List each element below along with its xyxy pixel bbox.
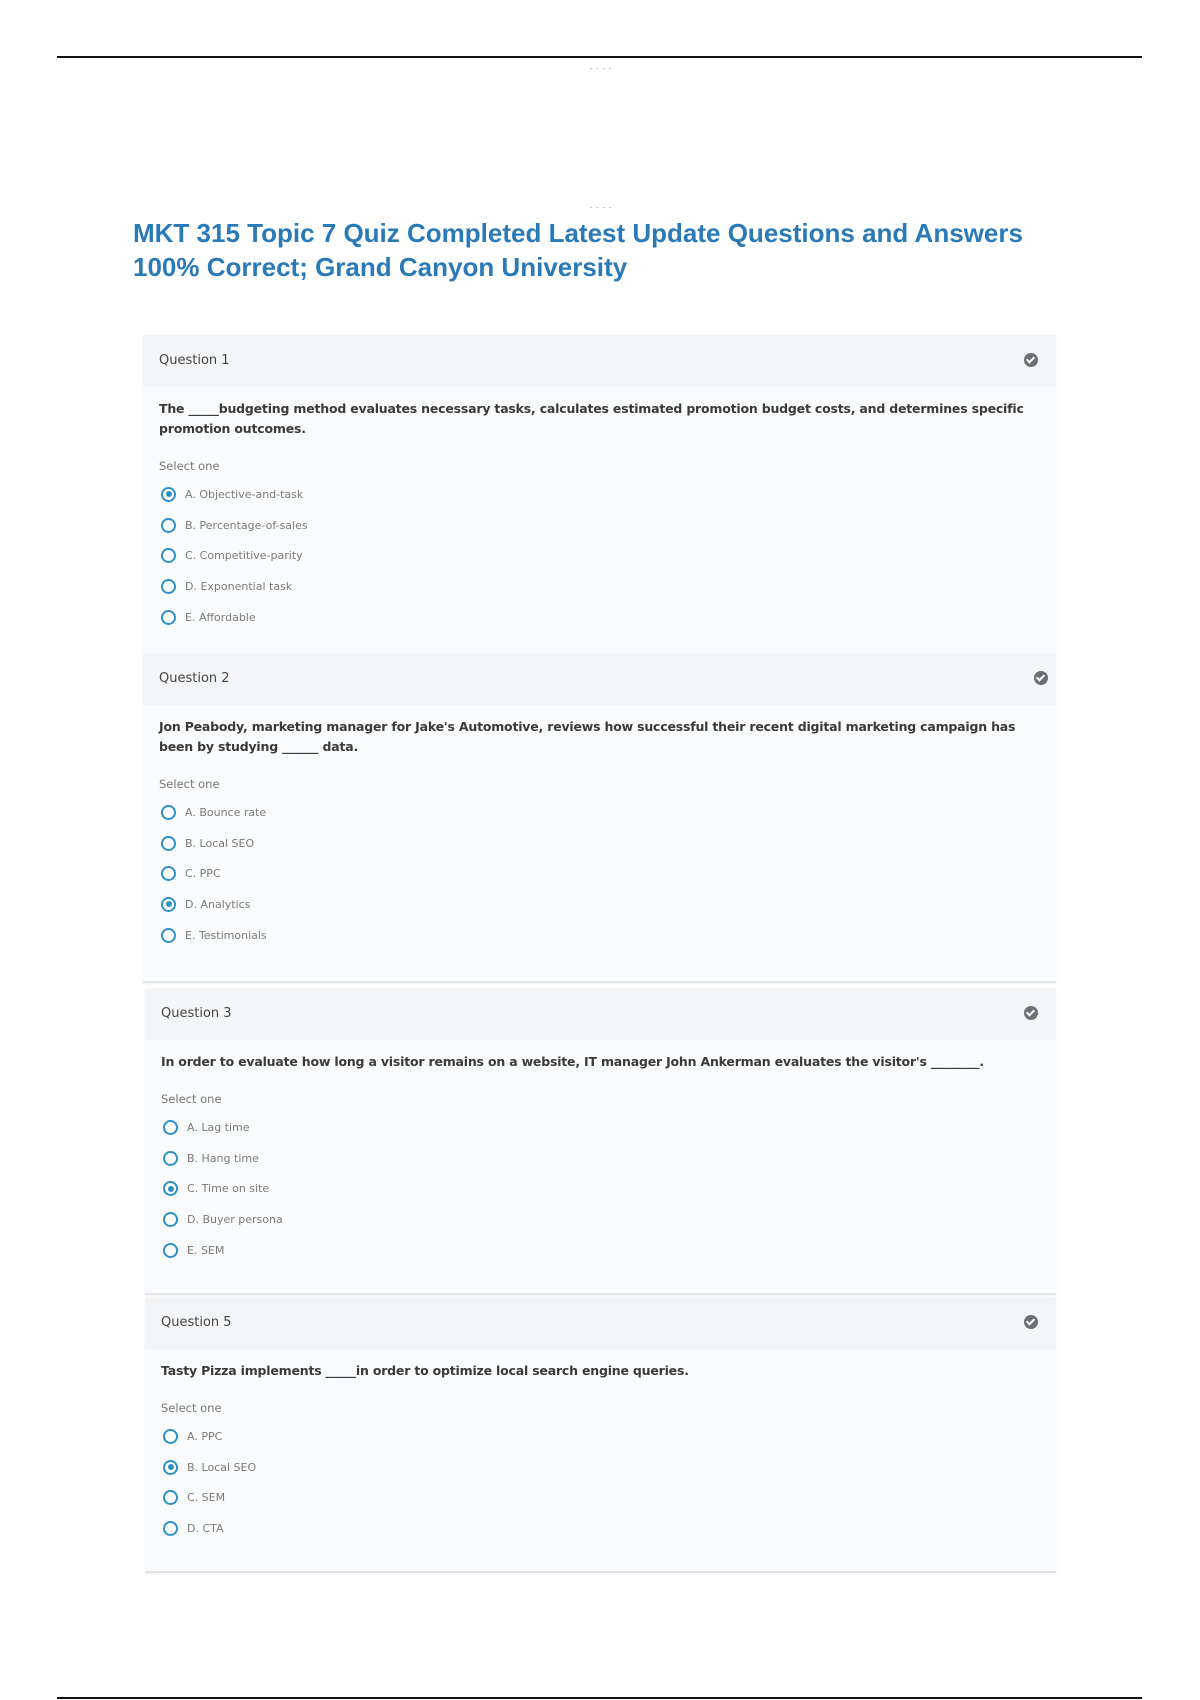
answer-option-label: D. Buyer persona	[187, 1212, 283, 1226]
question-text: Tasty Pizza implements _____in order to optimize local search engine queries.	[161, 1363, 689, 1378]
radio-icon[interactable]	[161, 928, 176, 943]
question-header	[145, 988, 1056, 1040]
answer-option-d[interactable]	[143, 571, 1056, 602]
answer-option-a[interactable]	[145, 1112, 1056, 1143]
question-header	[143, 653, 1056, 705]
check-circle-icon	[1024, 1315, 1038, 1329]
answer-option-b[interactable]	[143, 510, 1056, 541]
answer-option-a[interactable]	[143, 797, 1056, 828]
radio-icon[interactable]	[161, 866, 176, 881]
radio-selected-icon[interactable]	[161, 897, 176, 912]
answer-option-label: B. Local SEO	[187, 1460, 257, 1474]
answer-option-label: E. SEM	[187, 1243, 225, 1257]
select-one-label: Select one	[159, 777, 220, 791]
check-circle-icon	[1034, 671, 1048, 685]
radio-icon[interactable]	[161, 610, 176, 625]
answer-option-d[interactable]	[145, 1204, 1056, 1235]
answer-option-a[interactable]	[145, 1421, 1056, 1452]
answer-option-label: E. Testimonials	[185, 928, 267, 942]
answer-option-label: D. Analytics	[185, 897, 251, 911]
radio-icon[interactable]	[163, 1212, 178, 1227]
header-mark: - - - -	[590, 66, 613, 73]
question-card-2	[143, 653, 1056, 983]
question-text: Jon Peabody, marketing manager for Jake's Automotive, reviews how successful their recent digital marketing campaign has been by studying ______ data.	[159, 719, 1016, 754]
answer-option-label: D. CTA	[187, 1521, 224, 1535]
answer-option-label: B. Hang time	[187, 1151, 259, 1165]
answer-option-c[interactable]	[145, 1482, 1056, 1513]
question-number: Question 3	[161, 1006, 232, 1021]
radio-icon[interactable]	[161, 518, 176, 533]
question-number: Question 1	[159, 353, 230, 368]
answer-option-d[interactable]	[145, 1513, 1056, 1544]
radio-icon[interactable]	[163, 1151, 178, 1166]
answer-option-c[interactable]	[143, 858, 1056, 889]
question-number: Question 5	[161, 1315, 232, 1330]
radio-selected-icon[interactable]	[163, 1460, 178, 1475]
select-one-label: Select one	[161, 1401, 222, 1415]
check-circle-icon	[1024, 353, 1038, 367]
answer-option-c[interactable]	[145, 1173, 1056, 1204]
answer-option-label: E. Affordable	[185, 610, 256, 624]
answer-option-label: A. PPC	[187, 1429, 223, 1443]
title-mark: - - - -	[590, 205, 613, 212]
answer-option-a[interactable]	[143, 479, 1056, 510]
question-header	[143, 335, 1056, 387]
radio-icon[interactable]	[163, 1120, 178, 1135]
answer-option-label: D. Exponential task	[185, 579, 293, 593]
answer-option-c[interactable]	[143, 540, 1056, 571]
radio-selected-icon[interactable]	[163, 1181, 178, 1196]
answer-option-d[interactable]	[143, 889, 1056, 920]
radio-icon[interactable]	[163, 1490, 178, 1505]
top-rule	[57, 56, 1142, 58]
radio-icon[interactable]	[163, 1429, 178, 1444]
answer-option-label: A. Bounce rate	[185, 805, 267, 819]
answer-option-label: A. Lag time	[187, 1120, 250, 1134]
question-text: In order to evaluate how long a visitor remains on a website, IT manager John Ankerman evaluates the visitor's ________.	[161, 1054, 984, 1069]
answer-option-label: C. Competitive-parity	[185, 549, 303, 563]
answer-option-e[interactable]	[143, 920, 1056, 951]
question-number: Question 2	[159, 671, 230, 686]
radio-icon[interactable]	[163, 1243, 178, 1258]
answer-option-b[interactable]	[145, 1143, 1056, 1174]
radio-icon[interactable]	[163, 1521, 178, 1536]
answer-option-label: B. Percentage-of-sales	[185, 518, 308, 532]
answer-option-b[interactable]	[145, 1452, 1056, 1483]
question-card-3	[145, 988, 1056, 1295]
answer-option-label: C. SEM	[187, 1491, 226, 1505]
radio-icon[interactable]	[161, 805, 176, 820]
question-header	[145, 1297, 1056, 1349]
answer-option-label: C. PPC	[185, 867, 221, 881]
radio-icon[interactable]	[161, 579, 176, 594]
radio-icon[interactable]	[161, 548, 176, 563]
select-one-label: Select one	[159, 459, 220, 473]
question-card-1	[143, 335, 1056, 653]
answer-option-e[interactable]	[145, 1235, 1056, 1266]
question-text: The _____budgeting method evaluates necessary tasks, calculates estimated promotion budget costs, and determines specific promotion outcomes.	[159, 401, 1024, 436]
answer-option-b[interactable]	[143, 828, 1056, 859]
radio-icon[interactable]	[161, 836, 176, 851]
question-card-5	[145, 1297, 1056, 1573]
bottom-rule	[57, 1697, 1142, 1699]
document-title: MKT 315 Topic 7 Quiz Completed Latest Update Questions and Answers 100% Correct; Grand Canyon University	[133, 218, 1023, 282]
answer-option-label: B. Local SEO	[185, 836, 255, 850]
answer-option-e[interactable]	[143, 602, 1056, 633]
answer-option-label: C. Time on site	[187, 1182, 270, 1196]
check-circle-icon	[1024, 1006, 1038, 1020]
select-one-label: Select one	[161, 1092, 222, 1106]
answer-option-label: A. Objective-and-task	[185, 487, 304, 501]
radio-selected-icon[interactable]	[161, 487, 176, 502]
